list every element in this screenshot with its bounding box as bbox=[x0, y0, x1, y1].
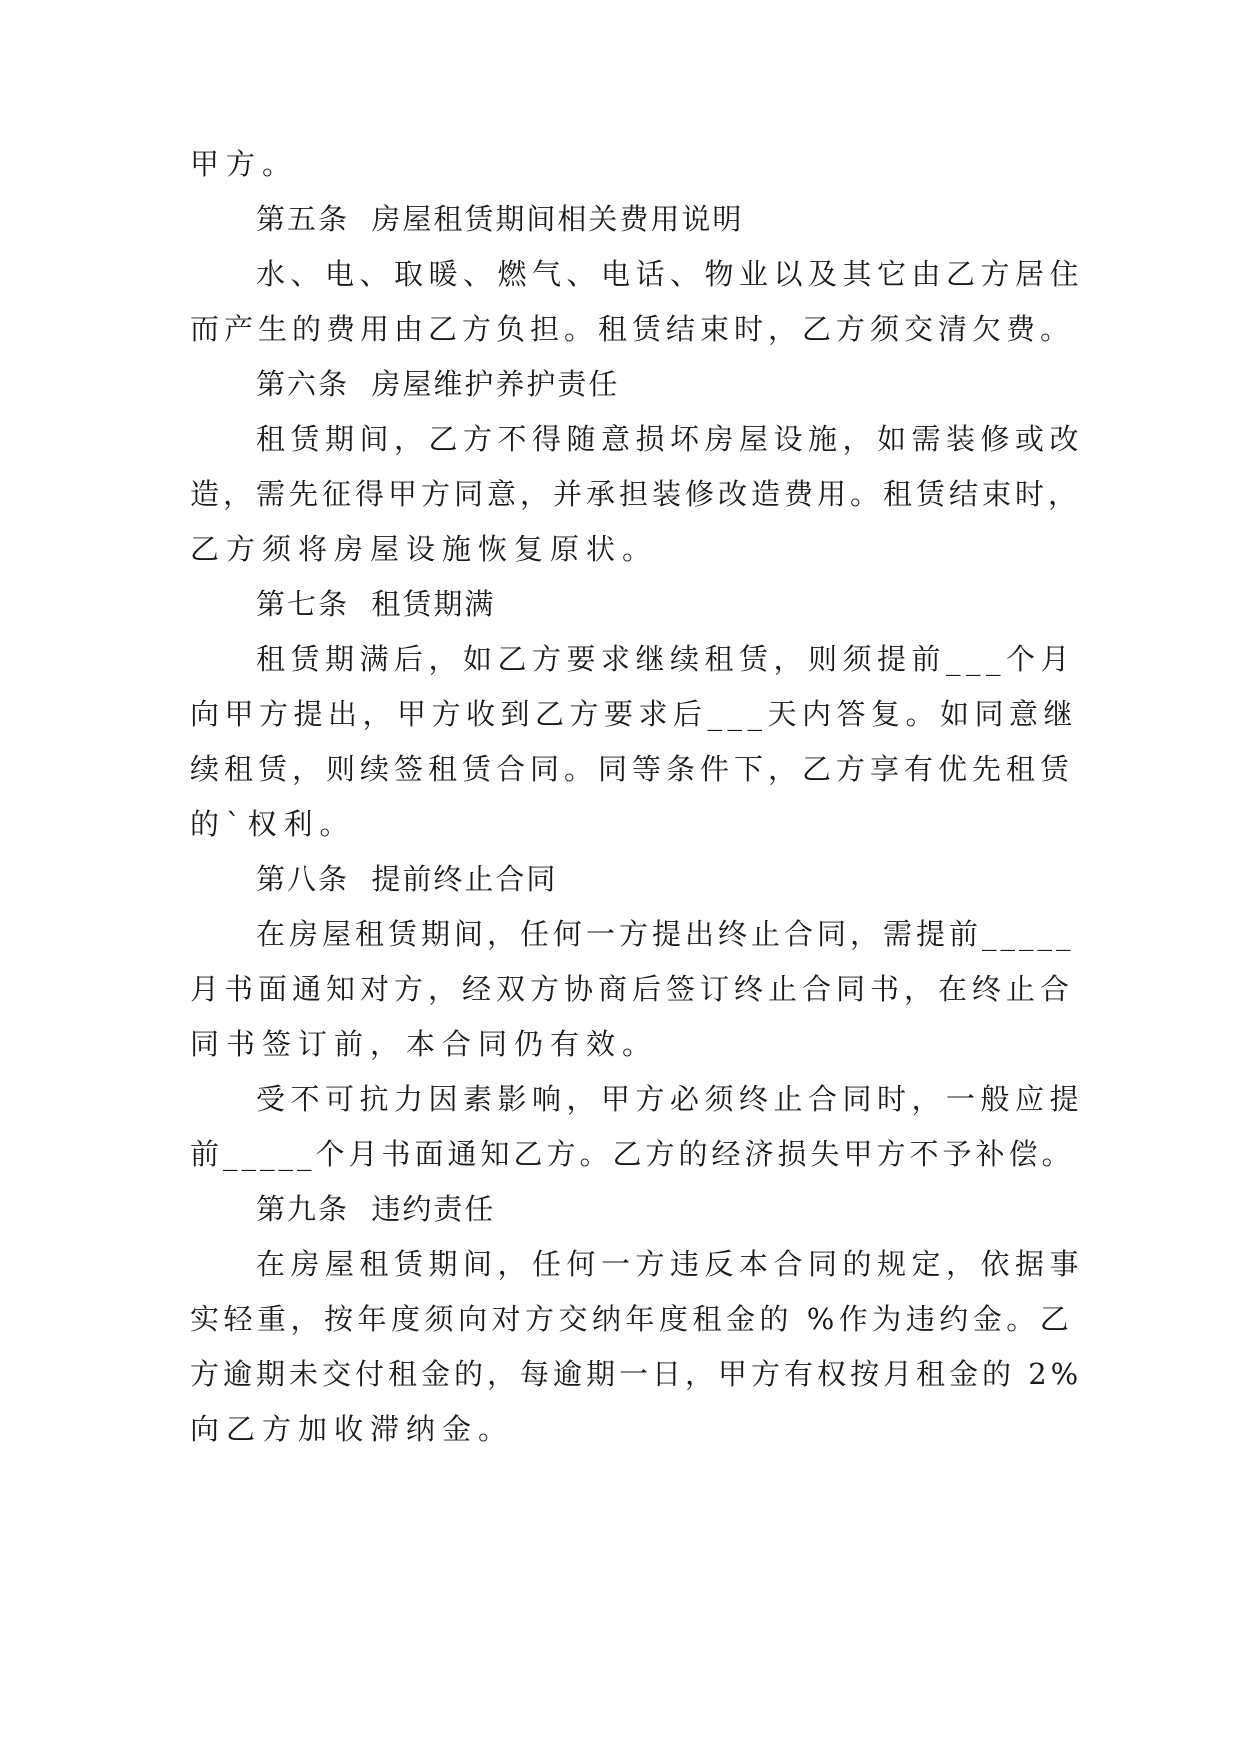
paragraph-line: 而产生的费用由乙方负担。租赁结束时，乙方须交清欠费。 bbox=[190, 312, 1075, 346]
article-9-heading: 第九条 违约责任 bbox=[256, 1192, 496, 1226]
article-7-heading: 第七条 租赁期满 bbox=[256, 587, 496, 621]
paragraph-line: 前_____个月书面通知乙方。乙方的经济损失甲方不予补偿。 bbox=[190, 1137, 1075, 1171]
paragraph-line: 同书签订前，本合同仍有效。 bbox=[190, 1027, 659, 1061]
paragraph-line: 向乙方加收滞纳金。 bbox=[190, 1412, 515, 1446]
article-6-heading: 第六条 房屋维护养护责任 bbox=[256, 367, 620, 401]
paragraph-line: 在房屋租赁期间，任何一方违反本合同的规定，依据事 bbox=[256, 1247, 1085, 1281]
article-8-heading: 第八条 提前终止合同 bbox=[256, 862, 558, 896]
paragraph-line: 租赁期满后，如乙方要求继续租赁，则须提前___个月 bbox=[256, 642, 1076, 676]
paragraph-line: 月书面通知对方，经双方协商后签订终止合同书，在终止合 bbox=[190, 972, 1075, 1006]
paragraph-line: 水、电、取暖、燃气、电话、物业以及其它由乙方居住 bbox=[256, 257, 1085, 291]
paragraph-line: 受不可抗力因素影响，甲方必须终止合同时，一般应提 bbox=[256, 1082, 1085, 1116]
paragraph-line: 租赁期间，乙方不得随意损坏房屋设施，如需装修或改 bbox=[256, 422, 1085, 456]
paragraph-line: 在房屋租赁期间，任何一方提出终止合同，需提前_____ bbox=[256, 917, 1075, 951]
paragraph-line: 实轻重，按年度须向对方交纳年度租金的 %作为违约金。乙 bbox=[190, 1302, 1074, 1336]
paragraph-line: 乙方须将房屋设施恢复原状。 bbox=[190, 532, 659, 566]
paragraph-line: 甲方。 bbox=[190, 147, 299, 181]
paragraph-line: 续租赁，则续签租赁合同。同等条件下，乙方享有优先租赁 bbox=[190, 752, 1075, 786]
paragraph-line: 造，需先征得甲方同意，并承担装修改造费用。租赁结束时， bbox=[190, 477, 1082, 511]
paragraph-line: 的`权利。 bbox=[190, 807, 356, 841]
article-5-heading: 第五条 房屋租赁期间相关费用说明 bbox=[256, 202, 744, 236]
paragraph-line: 向甲方提出，甲方收到乙方要求后___天内答复。如同意继 bbox=[190, 697, 1079, 731]
paragraph-line: 方逾期未交付租金的，每逾期一日，甲方有权按月租金的 2% bbox=[190, 1357, 1083, 1391]
